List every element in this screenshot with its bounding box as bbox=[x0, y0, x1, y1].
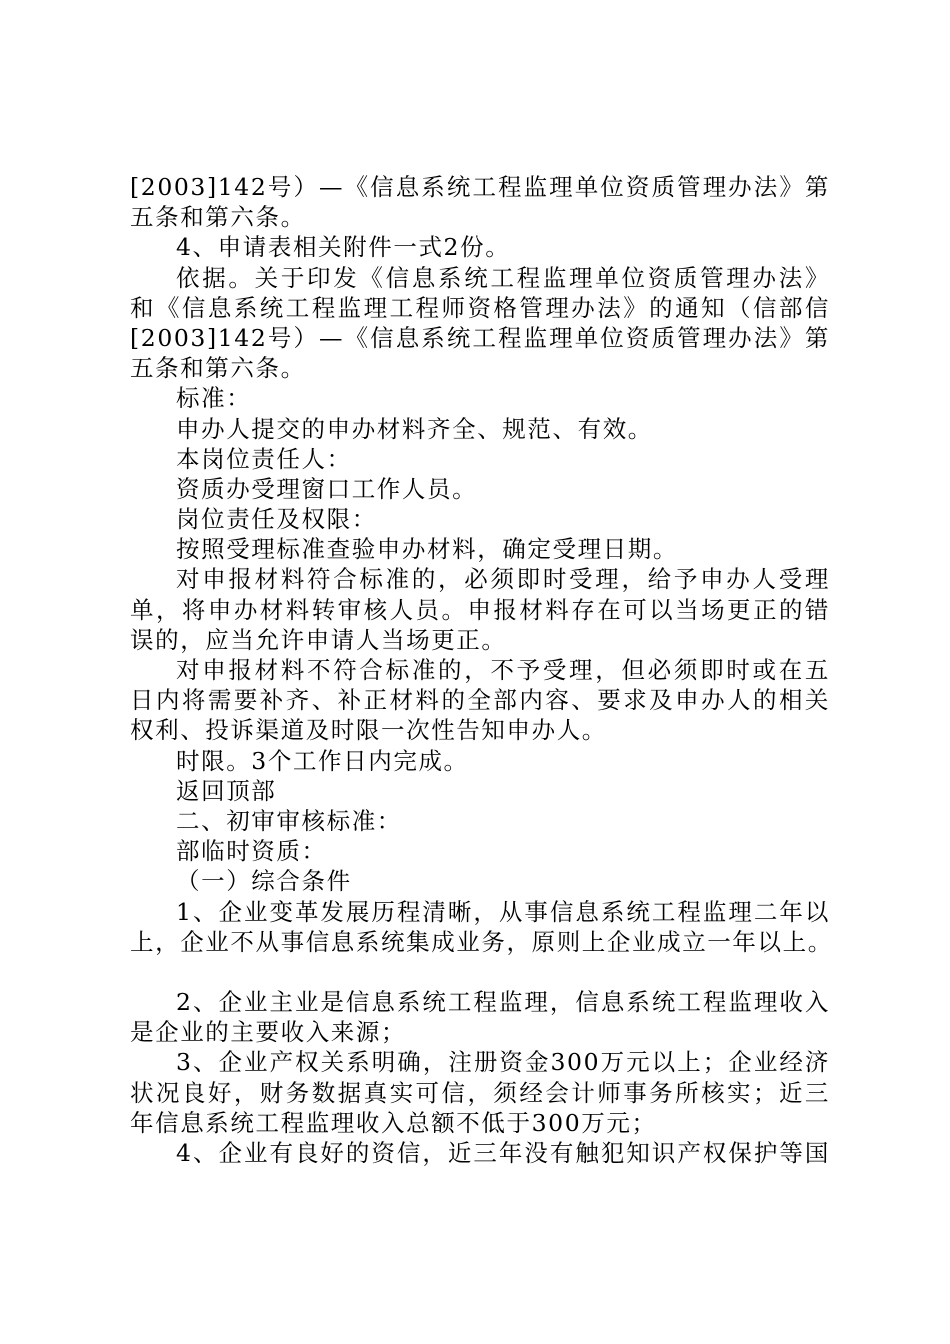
text-line: 年信息系统工程监理收入总额不低于300万元； bbox=[130, 1108, 657, 1137]
text-line: [2003]142号）—《信息系统工程监理单位资质管理办法》第 bbox=[130, 323, 830, 352]
text-line: 3、企业产权关系明确，注册资金300万元以上；企业经济 bbox=[176, 1048, 830, 1077]
text-line: 二、初审审核标准： bbox=[176, 806, 402, 835]
text-line: 权利、投诉渠道及时限一次性告知申办人。 bbox=[130, 716, 607, 745]
text-line: 标准： bbox=[176, 384, 252, 413]
text-line: 和《信息系统工程监理工程师资格管理办法》的通知（信部信 bbox=[130, 293, 830, 322]
text-line: 上，企业不从事信息系统集成业务，原则上企业成立一年以上。 bbox=[130, 927, 833, 956]
text-line: （一）综合条件 bbox=[176, 867, 352, 896]
text-line: 依据。关于印发《信息系统工程监理单位资质管理办法》 bbox=[176, 263, 830, 292]
text-line: 4、申请表相关附件一式2份。 bbox=[176, 233, 511, 262]
text-line: 4、企业有良好的资信，近三年没有触犯知识产权保护等国 bbox=[176, 1139, 830, 1167]
paragraph-gap bbox=[130, 957, 830, 987]
text-line: 误的，应当允许申请人当场更正。 bbox=[130, 625, 507, 654]
text-line: 时限。3个工作日内完成。 bbox=[176, 746, 469, 775]
text-line: 资质办受理窗口工作人员。 bbox=[176, 474, 478, 503]
text-line: 对申报材料不符合标准的，不予受理，但必须即时或在五 bbox=[176, 656, 830, 684]
text-line: 状况良好，财务数据真实可信，须经会计师事务所核实；近三 bbox=[130, 1078, 830, 1107]
text-line: [2003]142号）—《信息系统工程监理单位资质管理办法》第 bbox=[130, 173, 830, 201]
text-line: 单，将申办材料转审核人员。申报材料存在可以当场更正的错 bbox=[130, 595, 830, 624]
text-line: 五条和第六条。 bbox=[130, 203, 306, 232]
text-line: 岗位责任及权限： bbox=[176, 505, 377, 534]
text-line: 1、企业变革发展历程清晰，从事信息系统工程监理二年以 bbox=[176, 897, 830, 926]
text-line: 部临时资质： bbox=[176, 837, 327, 866]
text-line: 日内将需要补齐、补正材料的全部内容、要求及申办人的相关 bbox=[130, 686, 830, 715]
text-line: 对申报材料符合标准的，必须即时受理，给予申办人受理 bbox=[176, 565, 830, 594]
text-line: 五条和第六条。 bbox=[130, 354, 306, 383]
text-line: 申办人提交的申办材料齐全、规范、有效。 bbox=[176, 414, 653, 443]
document-body bbox=[130, 172, 833, 1168]
text-line: 2、企业主业是信息系统工程监理，信息系统工程监理收入 bbox=[176, 988, 830, 1017]
text-line: 本岗位责任人： bbox=[176, 444, 352, 473]
text-line: 是企业的主要收入来源； bbox=[130, 1018, 407, 1047]
text-line: 返回顶部 bbox=[176, 776, 277, 805]
text-line: 按照受理标准查验申办材料，确定受理日期。 bbox=[176, 535, 678, 564]
